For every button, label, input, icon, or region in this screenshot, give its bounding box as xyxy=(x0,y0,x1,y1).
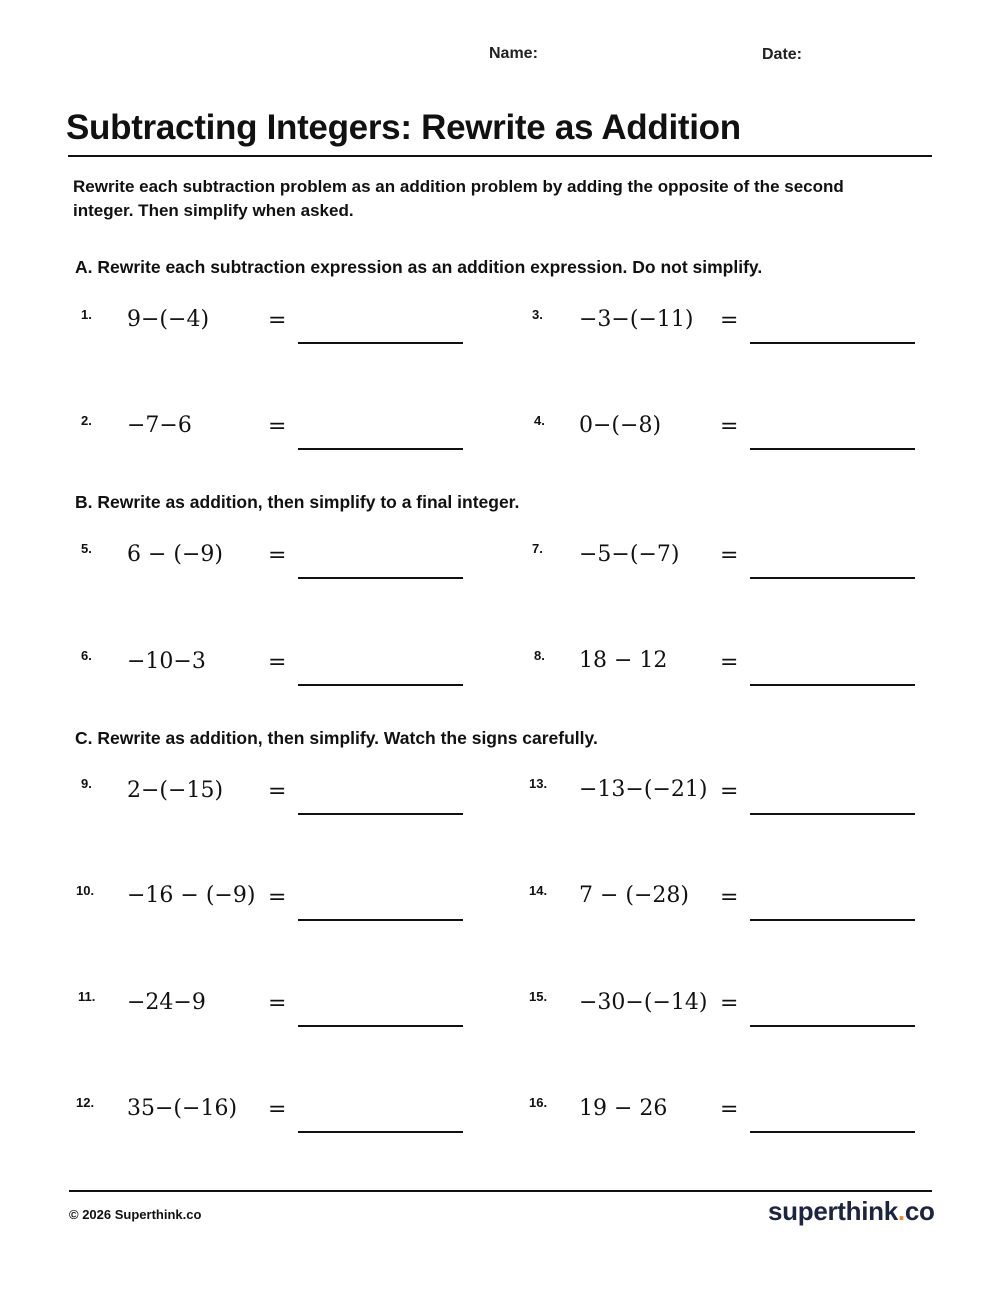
equals-sign: = xyxy=(268,885,287,910)
problem-number: 2. xyxy=(81,413,92,428)
brand-logo-main: superthink xyxy=(768,1196,898,1226)
answer-blank[interactable] xyxy=(298,919,463,921)
equals-sign: = xyxy=(268,308,287,333)
answer-blank[interactable] xyxy=(750,684,915,686)
date-label: Date: xyxy=(762,46,803,63)
problem-expression: −5−(−7) xyxy=(579,542,680,567)
page-title: Subtracting Integers: Rewrite as Addition xyxy=(66,108,741,147)
answer-blank[interactable] xyxy=(298,1025,463,1027)
answer-blank[interactable] xyxy=(750,813,915,815)
answer-blank[interactable] xyxy=(298,1131,463,1133)
problem-number: 14. xyxy=(529,883,548,898)
problem-number: 13. xyxy=(529,776,548,791)
equals-sign: = xyxy=(720,779,739,804)
problem-expression: −16 − (−9) xyxy=(127,883,256,908)
copyright-notice: © 2026 Superthink.co xyxy=(69,1207,202,1222)
equals-sign: = xyxy=(720,991,739,1016)
answer-blank[interactable] xyxy=(298,448,463,450)
equals-sign: = xyxy=(720,414,739,439)
footer-divider xyxy=(69,1190,932,1192)
problem-expression: 2−(−15) xyxy=(127,778,224,803)
problem-number: 12. xyxy=(76,1095,95,1110)
problem-number: 7. xyxy=(532,541,543,556)
brand-logo xyxy=(768,1196,935,1227)
instructions: Rewrite each subtraction problem as an addition problem by adding the opposite of the second integer. Then simplify when asked. xyxy=(73,177,844,220)
answer-blank[interactable] xyxy=(298,813,463,815)
problem-number: 1. xyxy=(81,307,92,322)
problem-expression: −3−(−11) xyxy=(579,307,694,332)
answer-blank[interactable] xyxy=(750,448,915,450)
answer-blank[interactable] xyxy=(750,1025,915,1027)
answer-blank[interactable] xyxy=(298,684,463,686)
equals-sign: = xyxy=(268,779,287,804)
section-a-heading: A. Rewrite each subtraction expression as an addition expression. Do not simplify. xyxy=(75,257,763,277)
problem-expression: −24−9 xyxy=(127,990,206,1015)
problem-number: 4. xyxy=(534,413,545,428)
problem-expression: 19 − 26 xyxy=(579,1096,668,1121)
answer-blank[interactable] xyxy=(298,342,463,344)
section-c-heading: C. Rewrite as addition, then simplify. Watch the signs carefully. xyxy=(75,728,598,748)
problem-expression: −10−3 xyxy=(127,649,206,674)
problem-number: 9. xyxy=(81,776,92,791)
equals-sign: = xyxy=(720,1097,739,1122)
problem-expression: 9−(−4) xyxy=(127,307,210,332)
title-divider xyxy=(68,155,932,157)
problem-number: 3. xyxy=(532,307,543,322)
problem-number: 10. xyxy=(76,883,95,898)
equals-sign: = xyxy=(268,991,287,1016)
equals-sign: = xyxy=(268,1097,287,1122)
problem-expression: −13−(−21) xyxy=(579,777,708,802)
problem-number: 11. xyxy=(78,989,96,1004)
problem-expression: 18 − 12 xyxy=(579,648,668,673)
equals-sign: = xyxy=(268,543,287,568)
problem-expression: 35−(−16) xyxy=(127,1096,238,1121)
equals-sign: = xyxy=(720,543,739,568)
section-b-heading: B. Rewrite as addition, then simplify to a final integer. xyxy=(75,492,520,512)
problem-expression: 6 − (−9) xyxy=(127,542,224,567)
answer-blank[interactable] xyxy=(750,342,915,344)
equals-sign: = xyxy=(720,308,739,333)
equals-sign: = xyxy=(720,885,739,910)
equals-sign: = xyxy=(268,650,287,675)
answer-blank[interactable] xyxy=(750,577,915,579)
problem-expression: −7−6 xyxy=(127,413,192,438)
equals-sign: = xyxy=(720,650,739,675)
problem-expression: −30−(−14) xyxy=(579,990,708,1015)
brand-logo-tld: co xyxy=(904,1196,935,1226)
problem-number: 16. xyxy=(529,1095,548,1110)
problem-number: 5. xyxy=(81,541,92,556)
problem-expression: 0−(−8) xyxy=(579,413,662,438)
equals-sign: = xyxy=(268,414,287,439)
problem-number: 6. xyxy=(81,648,92,663)
name-label: Name: xyxy=(489,45,538,62)
problem-number: 15. xyxy=(529,989,548,1004)
problem-number: 8. xyxy=(534,648,545,663)
problem-expression: 7 − (−28) xyxy=(579,883,690,908)
brand-logo-dot: . xyxy=(897,1196,905,1226)
answer-blank[interactable] xyxy=(298,577,463,579)
answer-blank[interactable] xyxy=(750,1131,915,1133)
answer-blank[interactable] xyxy=(750,919,915,921)
